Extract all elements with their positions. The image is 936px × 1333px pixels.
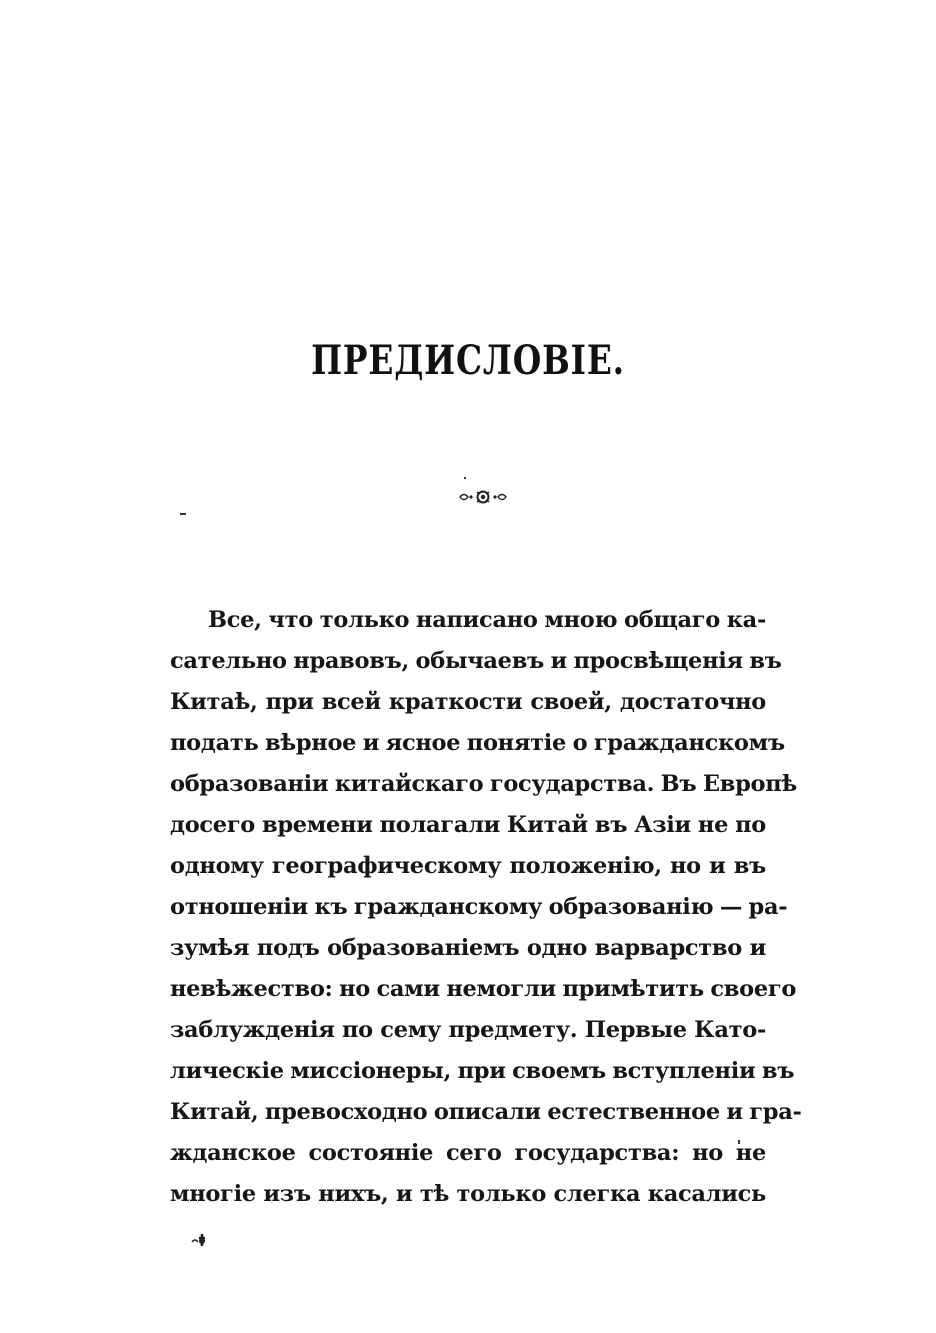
- text-line: подать вѣрное и ясное понятіе о гражданскомъ: [170, 730, 785, 756]
- page-title: ПРЕДИСЛОВІЕ.: [311, 337, 625, 384]
- text-line: невѣжество: но сами немогли примѣтить своего: [170, 976, 797, 1002]
- text-line: Китаѣ, при всей краткости своей, достаточно: [170, 689, 766, 715]
- text-line: образованіи китайскаго государства. Въ Европѣ: [170, 771, 797, 797]
- text-line: Все, что только написано мною общаго ка-: [208, 607, 766, 633]
- text-line: зумѣя подъ образованіемъ одно варварство и: [170, 935, 766, 961]
- ink-speck: [180, 513, 186, 515]
- text-line: сательно нравовъ, обычаевъ и просвѣщенія въ: [170, 648, 782, 674]
- text-line: жданское состояніе сего государства: но не: [170, 1140, 766, 1166]
- text-line: многіе изъ нихъ, и тѣ только слегка касались: [170, 1181, 766, 1207]
- signature-mark-icon: [190, 1230, 214, 1250]
- body-paragraph: [170, 600, 802, 1215]
- text-line: отношеніи къ гражданскому образованію — ра-: [170, 894, 788, 920]
- ink-speck: [464, 477, 466, 479]
- text-line: одному географическому положенію, но и въ: [170, 853, 766, 879]
- text-line: досего времени полагали Китай въ Азіи не по: [170, 812, 766, 838]
- fleuron-ornament-icon: [458, 488, 508, 506]
- text-line: заблужденія по сему предмету. Первые Като-: [170, 1017, 766, 1043]
- text-line: Китай, превосходно описали естественное и гра-: [170, 1099, 802, 1125]
- text-line: лическіе миссіонеры, при своемъ вступленіи въ: [170, 1058, 795, 1084]
